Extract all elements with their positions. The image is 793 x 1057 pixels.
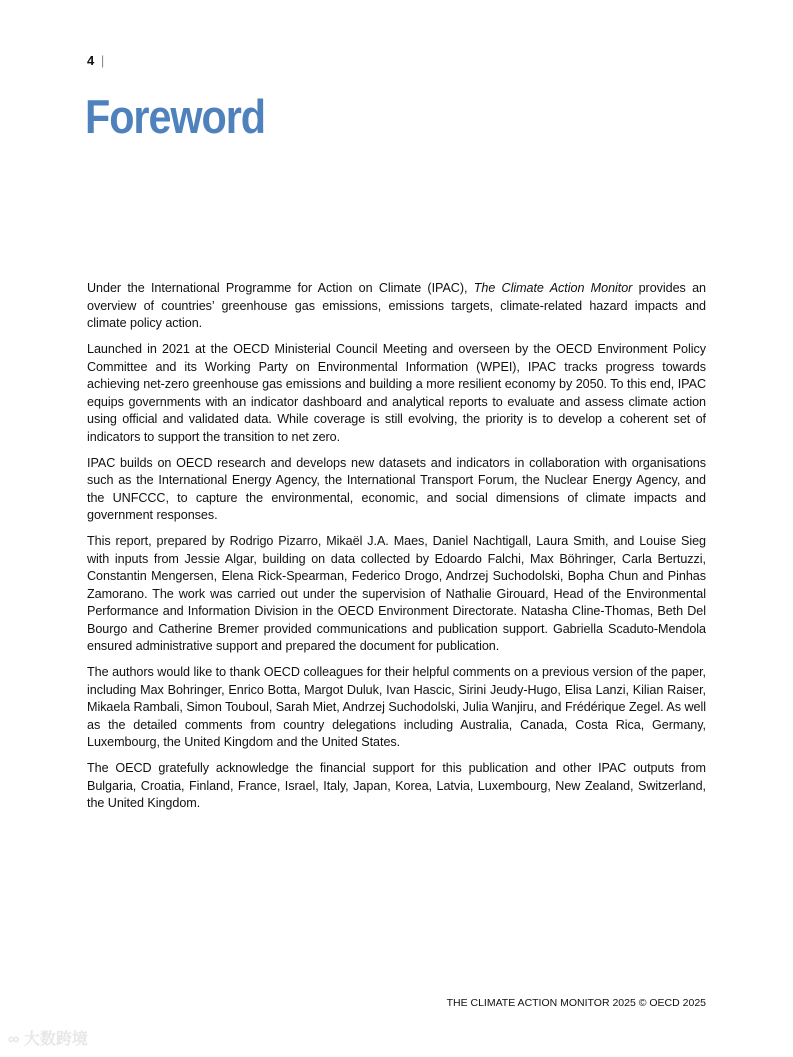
page-header xyxy=(87,53,104,69)
publication-title: The Climate Action Monitor xyxy=(473,281,633,295)
paragraph-acknowledgements: The authors would like to thank OECD colleagues for their helpful comments on a previous version of the paper, including Max Bohringer, Enrico Botta, Margot Duluk, Ivan Hascic, Sirini Jeudy-Hugo, Elisa Lanzi, Kilian Raiser, Mikaela Rambali, Simon Touboul, Sarah Miet, Andrzej Suchodolski, Julia Wanjiru, and Frédérique Zegel. As well as the detailed comments from country delegations including Australia, Canada, Costa Rica, Germany, Luxembourg, the United Kingdom and the United States. xyxy=(87,665,706,749)
intro-text-start: Under the International Programme for Action on Climate (IPAC), xyxy=(87,281,474,295)
paragraph-ipac-research: IPAC builds on OECD research and develops new datasets and indicators in collaboration with organisations such as the International Energy Agency, the International Transport Forum, the Nuclear Energy Agency, and the UNFCCC, to capture the environmental, economic, and social dimensions of climate impacts and government responses. xyxy=(87,455,706,522)
paragraph-report-authors: This report, prepared by Rodrigo Pizarro, Mikaël J.A. Maes, Daniel Nachtigall, Laura Smith, and Louise Sieg with inputs from Jessie Algar, building on data collected by Edoardo Falchi, Max Böhringer, Carla Bertuzzi, Constantin Mengersen, Elena Rick-Spearman, Federico Drogo, Andrzej Suchodolski, Bopha Chun and Pinhas Zamorano. The work was carried out under the supervision of Nathalie Girouard, Head of the Environmental Performance and Information Division in the OECD Environment Directorate. Natasha Cline-Thomas, Beth Del Bourgo and Catherine Bremer provided communications and publication support. Gabriella Scaduto-Mendola ensured administrative support and prepared the document for publication. xyxy=(87,534,706,653)
intro-text-end: provides an overview of countries’ greenhouse gas emissions, emissions targets, climate-related hazard impacts and climate policy action. xyxy=(87,281,706,330)
page-title: Foreword xyxy=(85,90,265,143)
page-footer: THE CLIMATE ACTION MONITOR 2025 © OECD 2025 xyxy=(446,997,706,1009)
header-separator: | xyxy=(100,53,105,68)
foreword-body xyxy=(87,280,706,821)
watermark-logo: ∞ 大数跨境 xyxy=(8,1031,88,1048)
watermark-text: 大数跨境 xyxy=(23,1031,88,1048)
paragraph-intro xyxy=(87,280,706,333)
page-number: 4 xyxy=(87,53,95,68)
paragraph-ipac-launch: Launched in 2021 at the OECD Ministerial Council Meeting and overseen by the OECD Environment Policy Committee and its Working Party on Environmental Information (WPEI), IPAC tracks progress towards achieving net-zero greenhouse gas emissions and building a more resilient economy by 2050. To this end, IPAC equips governments with an indicator dashboard and analytical reports to evaluate and assess climate action using official and validated data. While coverage is still evolving, the priority is to develop a coherent set of indicators to support the transition to net zero. xyxy=(87,342,706,444)
paragraph-financial-support: The OECD gratefully acknowledge the financial support for this publication and other IPAC outputs from Bulgaria, Croatia, Finland, France, Israel, Italy, Japan, Korea, Latvia, Luxembourg, New Zealand, Switzerland, the United Kingdom. xyxy=(87,761,706,810)
